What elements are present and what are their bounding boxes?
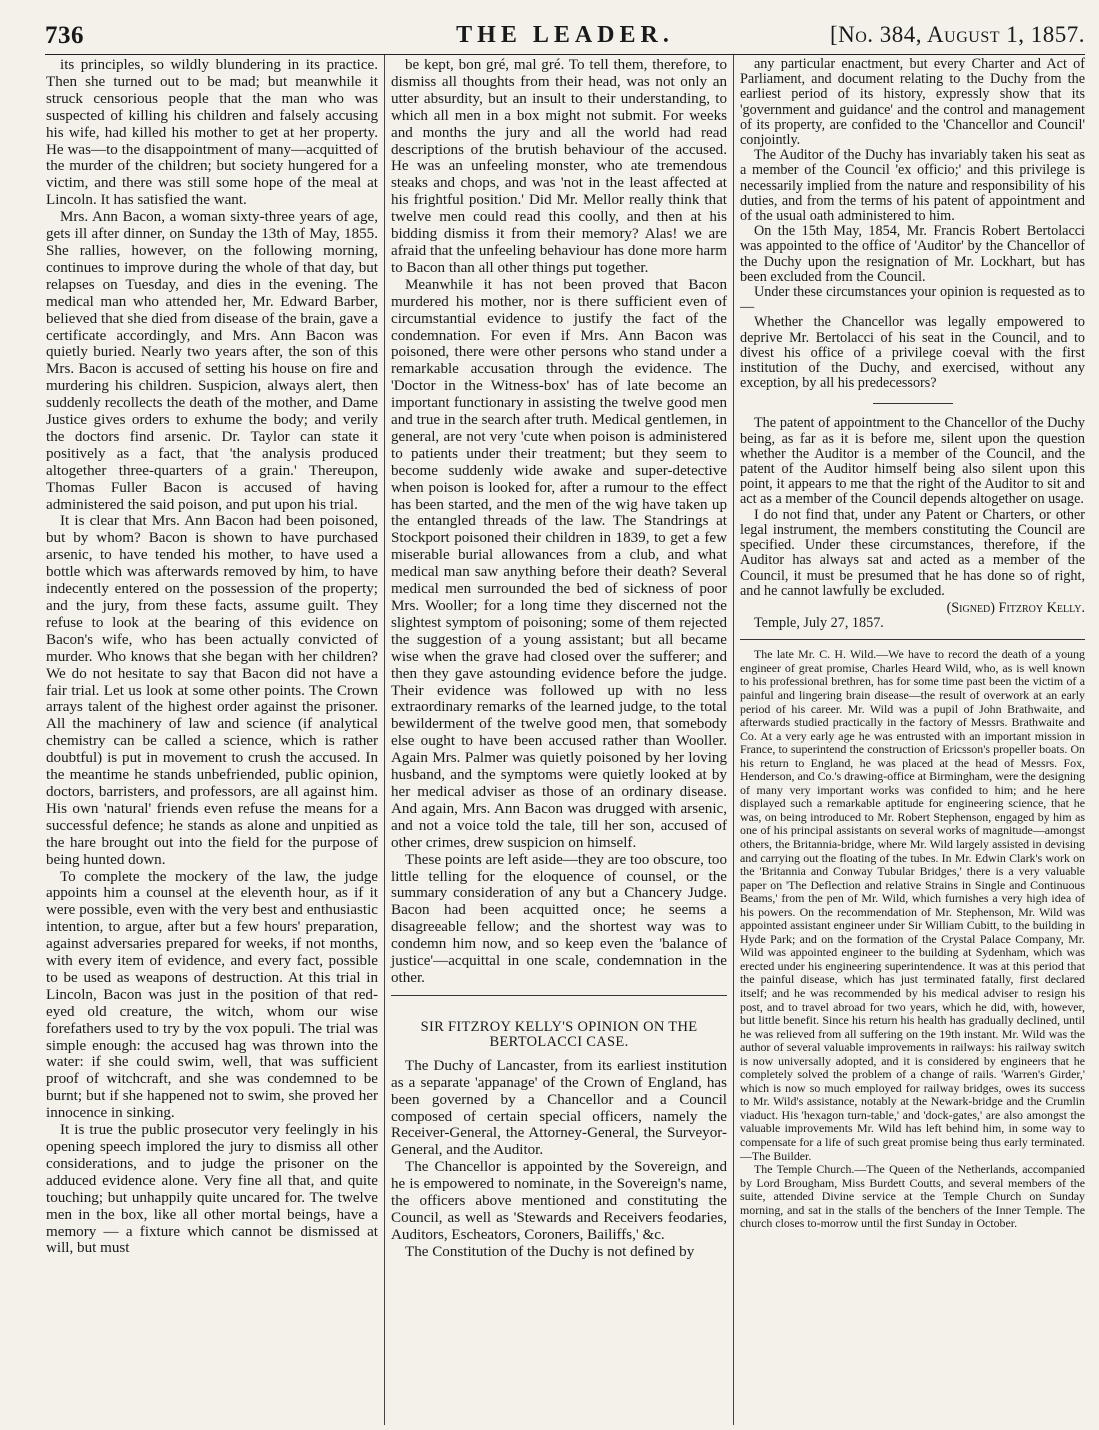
news-notice: The late Mr. C. H. Wild.—We have to record the death of a young engineer of great promise, Charles Heard Wild, who, as is well known to his professional brethren, has for some time past been the victim of a painful and lingering brain disease—the result of overwork at an early period of his career. Mr. Wild was a pupil of John Brathwaite, and afterwards studied practically in the factory of Messrs. Brathwaite and Co. At a very early age he was entrusted with an important mission in France, to superintend the construction of Ericsson's propeller boats. On his return to England, he was placed at the head of Messrs. Fox, Henderson, and Co.'s drawing-office at Birmingham, were the designing of many very important works was confided to him; and he here displayed such a remarkable aptitude for engineering science, that he was, on being introduced to Mr. Robert Stephenson, engaged by him as one of his principal assistants on several works of magnitude—amongst others, the Britannia-bridge, where Mr. Wild largely assisted in devising and carrying out the floating of the tubes. In Mr. Edwin Clark's work on the 'Britannia and Conway Tubular Bridges,' there is a very valuable paper on 'The Deflection and relative Strains in Single and Continuous Beams,' from the pen of Mr. Wild, which furnishes a very high idea of his powers. On the recommendation of Mr. Stephenson, Mr. Wild was appointed assistant engineer under Sir William Cubitt, to the building in Hyde Park; and on the formation of the Crystal Palace Company, Mr. Wild was appointed engineer to the building at Sydenham, which was erected under his engineering superintendence. It was at this period that the painful disease, which has just terminated fatally, first declared itself; and he was recommended by his medical adviser to resign his post, and to travel abroad for two years, which he did, with, however, but little benefit. Since his return his health has gradually declined, until he was relieved from all suffering on the 19th instant. Mr. Wild was the author of several valuable improvements in railways: his railway switch is now universally adopted, and it is considered by engineers that he completely solved the problem of a change of rails. 'Warren's Girder,' which is now so much employed for railway bridges, owes its success to Mr. Wild's assistance, notably at the Newark-bridge and the Crumlin viaduct. His 'hexagon turn-table,' and 'dock-gates,' are also amongst the valuable improvements Mr. Wild has left behind him, in some way to compensate for a life of such great promise being thus early terminated.—The Builder. <box>740 647 1085 1163</box>
paragraph: its principles, so wildly blundering in its practice. Then she turned out to be mad; but meanwhile it struck censorious people that the man who was suspected of killing his children and falsely accusing his wife, had killed his mother to get at her property. He was—to the disappointment of many—acquitted of the murder of the children; but society hungered for a victim, and there was still some hope of the meal at Lincoln. It has satisfied the want. <box>46 57 378 209</box>
paragraph: To complete the mockery of the law, the judge appoints him a counsel at the eleventh hour, as if it were possible, even with the very best and enthusiastic intention, to argue, after but a few hours' preparation, against adversaries prepared for weeks, if not months, with every item of evidence, and every fact, possible to be used as weapons of destruction. At this trial in Lincoln, Bacon was just in the position of that red-eyed old creature, the witch, whom our wise forefathers used to try by the vox populi. The trial was simple enough: the accused hag was thrown into the water: if she could swim, well, that was sufficient proof of witchcraft, and she was condemned to be burnt; but if she happened not to swim, she proved her innocence in sinking. <box>46 868 378 1122</box>
paragraph: Under these circumstances your opinion is requested as to— <box>740 284 1085 316</box>
page-number: 736 <box>45 22 84 49</box>
section-divider <box>740 639 1085 640</box>
issue-line: [No. 384, August 1, 1857. <box>829 22 1085 47</box>
columns <box>46 55 1085 1425</box>
paragraph: be kept, bon gré, mal gré. To tell them, therefore, to dismiss all thoughts from their head, was not only an utter absurdity, but an insult to their understanding, to which all men in a box might not submit. For weeks and months the jury and all the world had read descriptions of the brutish behaviour of the accused. He was an unfeeling monster, who ate tremendous steaks and chops, and was 'not in the least affected at his frightful position.' Did Mr. Mellor really think that twelve men could read this coolly, and then at his bidding dismiss it from their memory? Alas! we are afraid that the unfeeling behaviour has done more harm to Bacon than all other things put together. <box>391 57 727 276</box>
column-1 <box>46 55 385 1425</box>
paragraph: Mrs. Ann Bacon, a woman sixty-three years of age, gets ill after dinner, on Sunday the 13th of May, 1855. She rallies, however, on the following morning, continues to improve during the whole of that day, but relapses on Tuesday, and dies in the evening. The medical man who attended her, Mr. Edward Barber, believed that she died from disease of the brain, gave a certificate accordingly, and Mrs. Ann Bacon was quietly buried. Nearly two years after, the son of this Mrs. Bacon is accused of setting his house on fire and murdering his children. Suspicion, always alert, then suddenly recollects the death of the mother, and Dame Justice gives orders to exhume the body; and verily the doctors find arsenic. Dr. Taylor can state it positively as a fact, that 'the analysis produced altogether three-quarters of a grain.' Thereupon, Thomas Fuller Bacon is accused of having administered the said poison, and put upon his trial. <box>46 209 378 513</box>
dateline: Temple, July 27, 1857. <box>754 615 884 632</box>
short-divider <box>873 403 953 404</box>
masthead <box>45 14 1085 55</box>
paragraph: It is true the public prosecutor very feelingly in his opening speech implored the jury to dismiss all other considerations, and to judge the prisoner on the adduced evidence alone. Very fine all that, and quite touching; but unhappily quite uncared for. The twelve men in the box, like all other mortal beings, have a memory — a fixture which cannot be dismissed at will, but must <box>46 1122 378 1257</box>
column-3 <box>734 55 1085 1425</box>
paragraph: It is clear that Mrs. Ann Bacon had been poisoned, but by whom? Bacon is shown to have purchased arsenic, to have tended his mother, to have used a bottle which was afterwards removed by him, to have indecently entered on the possession of the property; and the jury, from these facts, assume guilt. They refuse to look at the bearing of this evidence on Bacon's wife, who has been actually convicted of murder. Who knows that she began with her children? We do not hesitate to say that Bacon did not have a fair trial. Let us look at some other points. The Crown arrays talent of the highest order against the prisoner. All the machinery of law and science (if analytical chemistry can be called a science, which is rather doubtful) is put in movement to crush the accused. In the meantime he stands unbefriended, public opinion, doctors, barristers, and professors, are all against him. His own 'natural' friends even refuse the means for a successful defence; he stands as alone and unpitied as the hare brought out into the field for the purpose of being hunted down. <box>46 513 378 868</box>
column-2 <box>385 55 734 1425</box>
newspaper-title: THE LEADER. <box>456 22 674 48</box>
paragraph: These points are left aside—they are too obscure, too little telling for the eloquence of counsel, or the summary consideration of any but a Chancery Judge. Bacon had been acquitted once; he seems a disagreeable fellow; and the shortest way was to condemn him now, and so keep even the 'balance of justice'—acquittal in one scale, condemnation in the other. <box>391 851 727 986</box>
paragraph: any particular enactment, but every Charter and Act of Parliament, and document relating to the Duchy from the earliest period of its history, expressly show that its 'government and guidance' and the control and management of its property, are confided to the 'Chancellor and Council' conjointly. <box>740 56 1085 149</box>
paragraph: Whether the Chancellor was legally empowered to deprive Mr. Bertolacci of his seat in the Council, and to divest his office of a privilege coeval with the first institution of the Duchy, and exercised, without any exception, by all his predecessors? <box>740 314 1085 392</box>
paragraph: The patent of appointment to the Chancellor of the Duchy being, as far as it is before me, silent upon the question whether the Auditor is a member of the Council, and the patent of the Auditor himself being also silent upon this point, it appears to me that the right of the Auditor to sit and act as a member of the Council depends altogether on usage. <box>740 415 1085 508</box>
paragraph: The Auditor of the Duchy has invariably taken his seat as a member of the Council 'ex officio;' and this privilege is necessarily implied from the nature and responsibility of his duties, and from the terms of his patent of appointment and of the usual oath administered to him. <box>740 147 1085 225</box>
paragraph: The Chancellor is appointed by the Sovereign, and he is empowered to nominate, in the Sovereign's name, the officers above mentioned and constituting the Council, as well as 'Stewards and Receivers feodaries, Auditors, Escheators, Coroners, Bailiffs,' &c. <box>391 1159 727 1243</box>
article-heading: SIR FITZROY KELLY'S OPINION ON THE BERTOLACCI CASE. <box>420 1018 698 1050</box>
signature: (Signed) Fitzroy Kelly. <box>946 599 1085 616</box>
news-notice: The Temple Church.—The Queen of the Netherlands, accompanied by Lord Brougham, Miss Burdett Coutts, and several members of the suite, attended Divine service at the Temple Church on Sunday morning, and sat in the stalls of the benchers of the Inner Temple. The church closes to-morrow until the first Sunday in October. <box>740 1162 1085 1231</box>
paragraph: I do not find that, under any Patent or Charters, or other legal instrument, the members constituting the Council are specified. Under these circumstances, therefore, if the Auditor has always sat and acted as a member of the Council, it must be presumed that he has done so of right, and he cannot lawfully be excluded. <box>740 506 1085 599</box>
section-divider <box>391 995 727 996</box>
paragraph: Meanwhile it has not been proved that Bacon murdered his mother, nor is there sufficient even of circumstantial evidence to justify the fact of the condemnation. For even if Mrs. Ann Bacon was poisoned, there were other persons who stand under a remarkable accusation through the evidence. The 'Doctor in the Witness-box' has of late become an important functionary in assisting the twelve good men and true in the search after truth. Medical gentlemen, in general, are not very 'cute when poison is administered to patients under their treatment; but they seem to become suddenly wide awake and super-detective when poison is looked for, after a rumour to the effect has been started, and the men of the wig have taken up the entangled threads of the law. The Standrings at Stockport poisoned their children in 1839, to get a few miserable burial allowances from a club, and what medical man saw anything before their death? Several medical men surrounded the bed of sickness of poor Mrs. Wooller; for a long time they discerned not the slightest symptom of poisoning; some of them rejected the suggestion of a young assistant; but all became wise when the grave had closed over the sufferer; and then they gave astounding evidence before the judge. Their evidence was followed up with no less extraordinary remarks of the learned judge, to the total bewilderment of the twelve good men, that somebody else ought to have been accused rather than Wooller. Again Mrs. Palmer was quietly poisoned by her loving husband, and the symptoms were quietly looked at by her medical adviser as those of an ordinary disease. And again, Mrs. Ann Bacon was drugged with arsenic, and not a voice told the tale, till her son, accused of other crimes, drew suspicion on himself. <box>391 276 727 851</box>
paragraph: On the 15th May, 1854, Mr. Francis Robert Bertolacci was appointed to the office of 'Auditor' by the Chancellor of the Duchy upon the resignation of Mr. Lockhart, but has been excluded from the Council. <box>740 223 1085 285</box>
paragraph: The Constitution of the Duchy is not defined by <box>405 1243 695 1260</box>
paragraph: The Duchy of Lancaster, from its earliest institution as a separate 'appanage' of the Crown of England, has been governed by a Chancellor and a Council composed of certain special officers, namely the Receiver-General, the Attorney-General, the Surveyor-General, and the Auditor. <box>391 1057 727 1159</box>
